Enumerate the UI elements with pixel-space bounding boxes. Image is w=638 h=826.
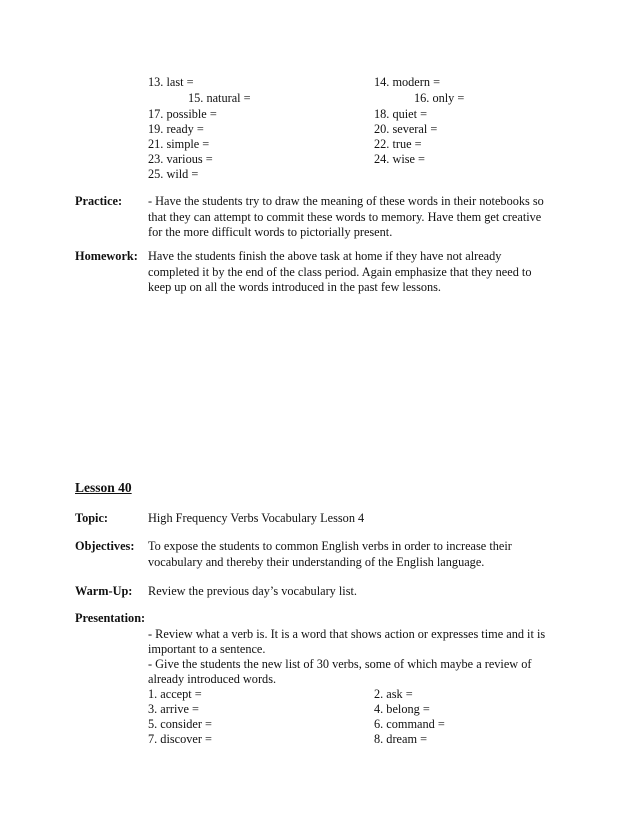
practice-label: Practice: xyxy=(75,194,123,208)
objectives-line: vocabulary and thereby their understanding of the English language. xyxy=(148,555,485,569)
objectives-line: To expose the students to common English verbs in order to increase their xyxy=(148,539,512,553)
vocab-item: 25. wild = xyxy=(148,167,199,181)
presentation-label: Presentation: xyxy=(75,611,146,625)
vocab-item: 21. simple = xyxy=(148,137,210,151)
presentation-line: important to a sentence. xyxy=(148,642,266,656)
presentation-line: - Review what a verb is. It is a word that shows action or expresses time and it is xyxy=(148,627,546,641)
verb-item: 5. consider = xyxy=(148,717,212,731)
objectives-label: Objectives: xyxy=(75,539,135,553)
warmup-text: Review the previous day’s vocabulary list. xyxy=(148,584,357,598)
verb-item: 2. ask = xyxy=(374,687,413,701)
homework-line: completed it by the end of the class period. Again emphasize that they need to xyxy=(148,265,532,279)
homework-line: keep up on all the words introduced in the past few lessons. xyxy=(148,280,442,294)
topic-text: High Frequency Verbs Vocabulary Lesson 4 xyxy=(148,511,365,525)
homework-label: Homework: xyxy=(75,249,138,263)
vocab-item: 18. quiet = xyxy=(374,107,428,121)
verb-item: 7. discover = xyxy=(148,732,212,746)
warmup-label: Warm-Up: xyxy=(75,584,133,598)
practice-line: that they can attempt to commit these words to memory. Have them get creative xyxy=(148,210,542,224)
verb-item: 8. dream = xyxy=(374,732,428,746)
vocab-item: 22. true = xyxy=(374,137,422,151)
verb-item: 3. arrive = xyxy=(148,702,199,716)
presentation-line: already introduced words. xyxy=(148,672,277,686)
vocab-item: 14. modern = xyxy=(374,75,441,89)
vocab-item: 13. last = xyxy=(148,75,194,89)
verb-item: 1. accept = xyxy=(148,687,202,701)
presentation-line: - Give the students the new list of 30 verbs, some of which maybe a review of xyxy=(148,657,532,671)
vocab-item: 17. possible = xyxy=(148,107,217,121)
vocab-item: 15. natural = xyxy=(188,91,251,105)
vocab-item: 23. various = xyxy=(148,152,213,166)
verb-item: 4. belong = xyxy=(374,702,430,716)
vocab-item: 19. ready = xyxy=(148,122,204,136)
lesson-title: Lesson 40 xyxy=(75,480,132,495)
verb-item: 6. command = xyxy=(374,717,445,731)
vocab-item: 24. wise = xyxy=(374,152,425,166)
practice-line: - Have the students try to draw the meaning of these words in their notebooks so xyxy=(148,194,544,208)
topic-label: Topic: xyxy=(75,511,109,525)
practice-line: for the more difficult words to pictorially present. xyxy=(148,225,393,239)
vocab-item: 16. only = xyxy=(414,91,465,105)
vocab-item: 20. several = xyxy=(374,122,438,136)
homework-line: Have the students finish the above task at home if they have not already xyxy=(148,249,502,263)
